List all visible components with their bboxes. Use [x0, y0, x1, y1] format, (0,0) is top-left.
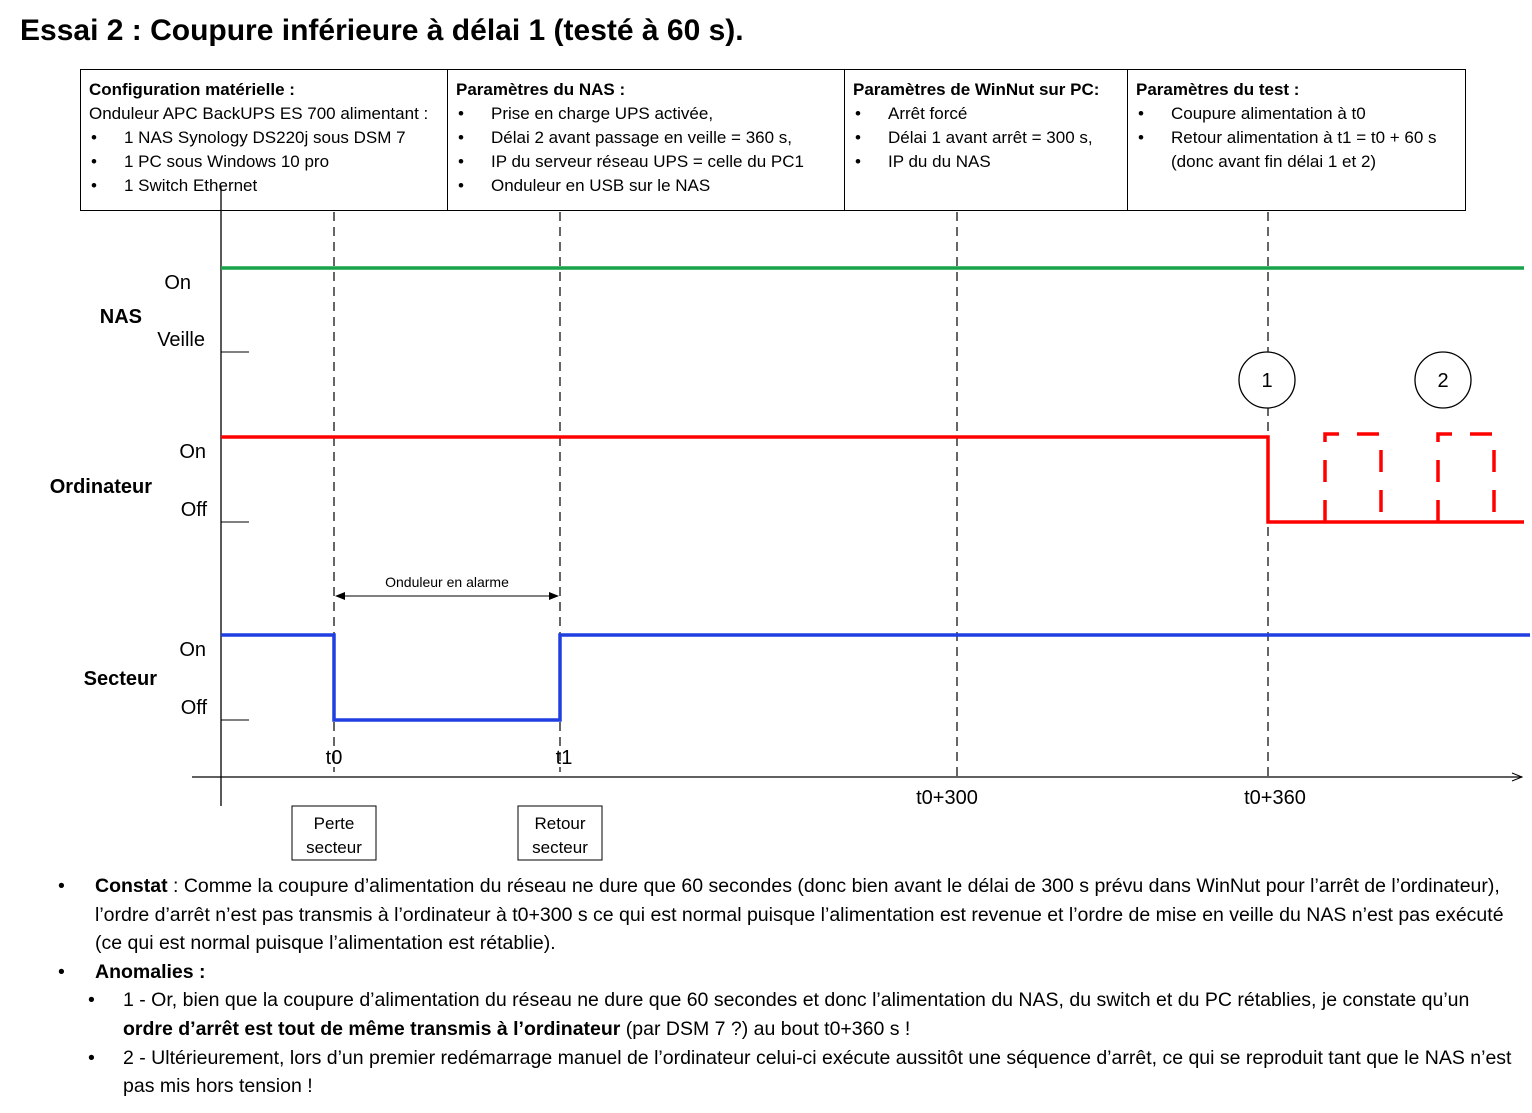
nas-label: NAS	[99, 306, 142, 328]
pc-low-label: Off	[180, 499, 207, 521]
t0-label: t0	[325, 747, 343, 769]
config-hardware-item: • 1 Switch Ethernet	[89, 174, 440, 198]
marker-2-label: 2	[1437, 370, 1449, 392]
pc-waveform	[221, 437, 1524, 522]
pc-high-label: On	[179, 441, 206, 463]
anomaly-1-text: 1 - Or, bien que la coupure d’alimentation du réseau ne dure que 60 secondes et donc l’alimentation du NAS, du switch et du PC rétablies, je constate qu’un	[123, 989, 1470, 1012]
nas-high-label: On	[164, 272, 191, 294]
config-nas-item: • Onduleur en USB sur le NAS	[456, 174, 837, 198]
config-hardware-title: Configuration matérielle :	[89, 80, 295, 99]
anomaly-1	[58, 986, 1518, 1043]
pc-restart-attempts	[1325, 434, 1494, 522]
return-box-line2: secteur	[532, 838, 588, 857]
constat-label: Constat	[95, 875, 168, 897]
mains-low-label: Off	[180, 697, 207, 719]
anomaly-2: • 2 - Ultérieurement, lors d’un premier redémarrage manuel de l’ordinateur celui-ci exécute aussitôt une séquence d’arrêt, ce qui se reproduit tant que le NAS n’est pas mis hors tension !	[58, 1044, 1518, 1101]
config-nas-item: • IP du serveur réseau UPS = celle du PC1	[456, 150, 837, 174]
anomaly-1-bold: ordre d’arrêt est tout de même transmis à l’ordinateur	[123, 1017, 621, 1040]
mains-waveform	[221, 635, 1530, 720]
config-hardware-item: • 1 NAS Synology DS220j sous DSM 7	[89, 126, 440, 150]
notes	[58, 872, 1518, 1101]
restart-pulse-1	[1325, 434, 1381, 522]
alarm-label: Onduleur en alarme	[385, 574, 509, 590]
t1-label: t1	[555, 747, 573, 769]
page-title: Essai 2 : Coupure inférieure à délai 1 (testé à 60 s).	[20, 14, 744, 47]
config-nas	[448, 70, 845, 210]
constat-note	[58, 872, 1518, 958]
mains-label: Secteur	[83, 668, 157, 690]
config-test-continuation: (donc avant fin délai 1 et 2)	[1171, 152, 1377, 171]
config-nas-title: Paramètres du NAS :	[456, 80, 626, 99]
return-box-line1: Retour	[534, 814, 586, 833]
config-test-item: • Coupure alimentation à t0	[1136, 102, 1458, 126]
config-winnut	[845, 70, 1128, 210]
mains-high-label: On	[179, 639, 206, 661]
config-hardware	[81, 70, 448, 210]
config-nas-item: • Prise en charge UPS activée,	[456, 102, 837, 126]
config-test-item: • Retour alimentation à t1 = t0 + 60 s	[1136, 126, 1458, 150]
config-hardware-item: • 1 PC sous Windows 10 pro	[89, 150, 440, 174]
anomaly-1-end: (par DSM 7 ?) au bout t0+360 s !	[620, 1017, 911, 1040]
pc-label: Ordinateur	[49, 476, 152, 498]
config-table	[80, 69, 1466, 211]
config-winnut-item: • IP du du NAS	[853, 150, 1120, 174]
marker-1-label: 1	[1261, 370, 1273, 392]
config-nas-item: • Délai 2 avant passage en veille = 360 s,	[456, 126, 837, 150]
config-winnut-item: • Arrêt forcé	[853, 102, 1120, 126]
config-test	[1128, 70, 1465, 210]
anomalies-note	[58, 958, 1518, 987]
config-winnut-title: Paramètres de WinNut sur PC:	[853, 80, 1100, 99]
t360-label: t0+360	[1244, 787, 1306, 809]
config-hardware-intro: Onduleur APC BackUPS ES 700 alimentant :	[89, 104, 429, 123]
config-test-title: Paramètres du test :	[1136, 80, 1300, 99]
loss-box-line2: secteur	[306, 838, 362, 857]
nas-low-label: Veille	[157, 329, 205, 351]
t300-label: t0+300	[916, 787, 978, 809]
config-winnut-item: • Délai 1 avant arrêt = 300 s,	[853, 126, 1120, 150]
anomalies-label: Anomalies :	[95, 960, 206, 983]
constat-text: : Comme la coupure d’alimentation du réseau ne dure que 60 secondes (donc bien avant le délai de 300 s prévu dans WinNut pour l’arrêt de l’ordinateur), l’ordre d’arrêt n’est pas transmis à l’ordinateur à t0+300 s ce qui est normal puisque l’alimentation est revenue et l’ordre de mise en veille du NAS n’est pas exécuté (ce qui est normal puisque l’alimentation est rétablie).	[95, 875, 1504, 955]
restart-pulse-2	[1438, 434, 1494, 522]
loss-box-line1: Perte	[313, 814, 355, 833]
